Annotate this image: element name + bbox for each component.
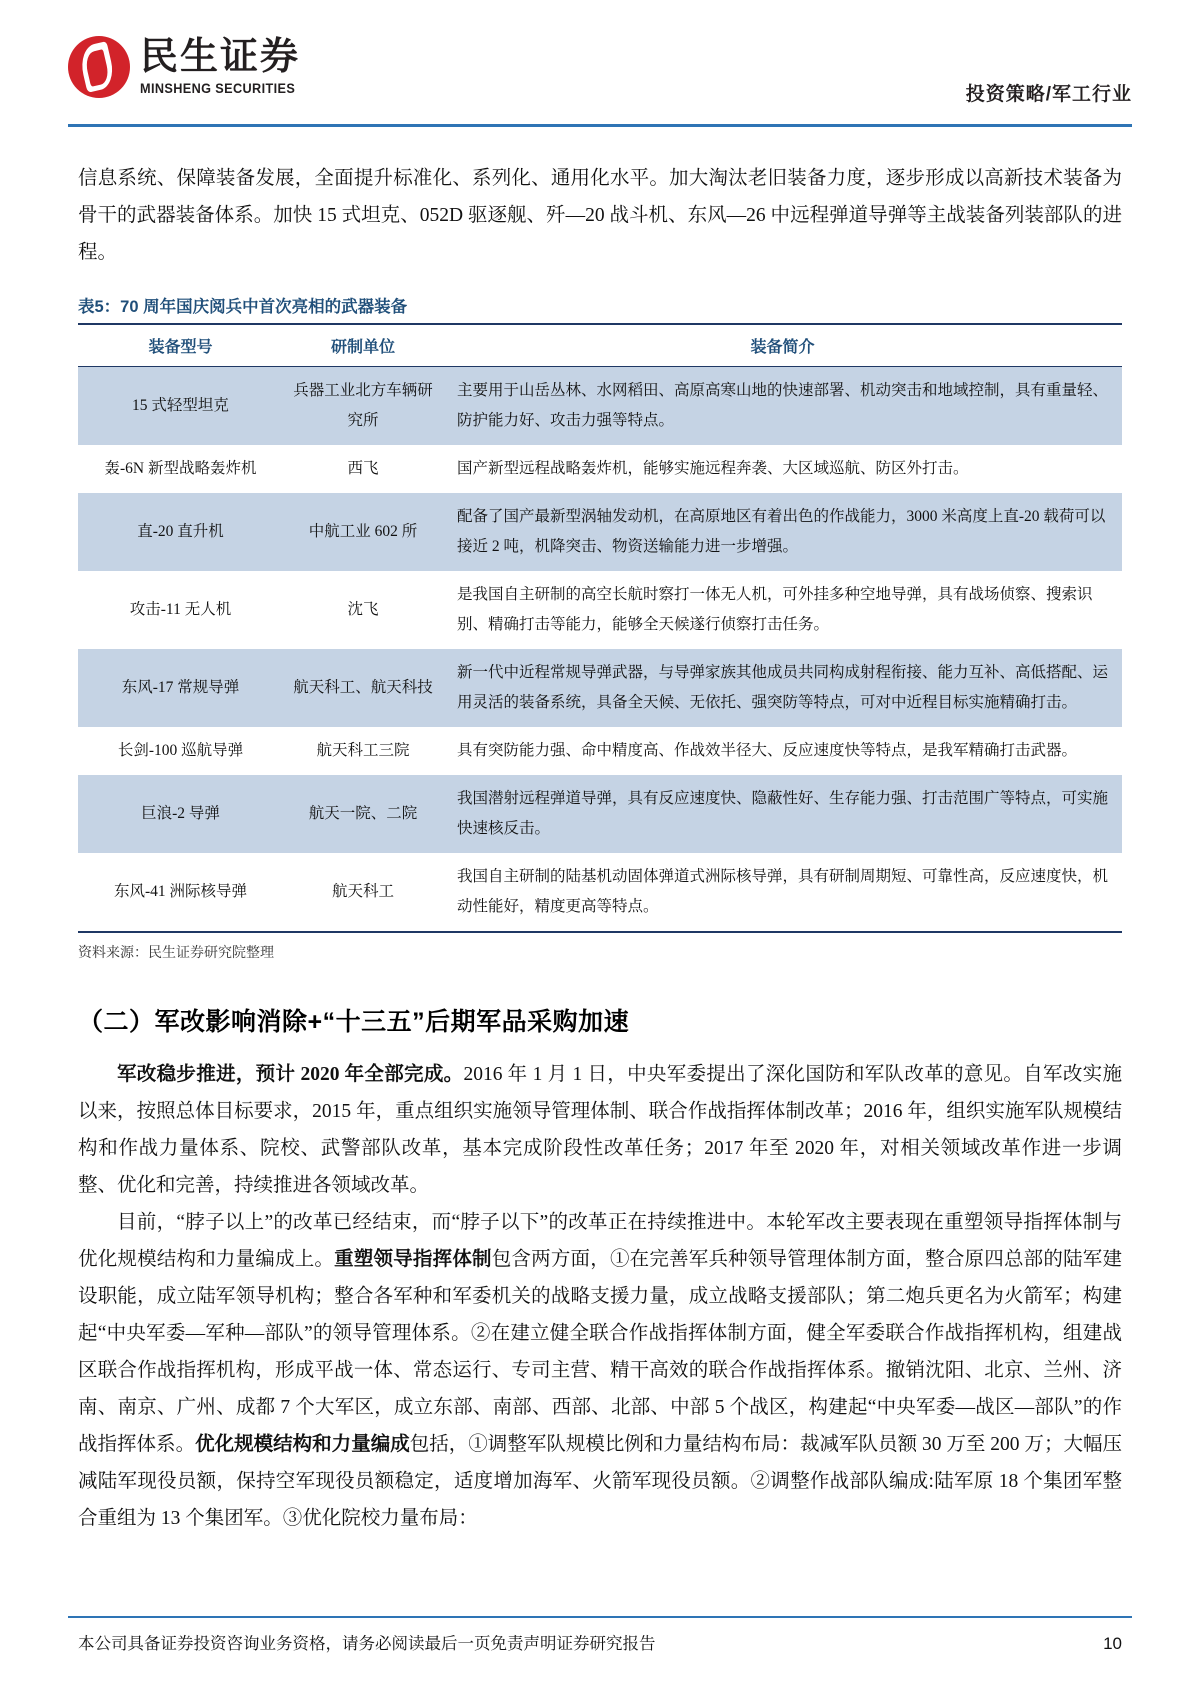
page-content [78, 160, 1122, 1537]
page-footer [78, 1630, 1122, 1654]
header-category-label: 投资策略/军工行业 [965, 84, 1132, 105]
logo-text-block [140, 38, 305, 96]
table-header-row [78, 324, 1122, 367]
paragraph-bold-leadership: 重塑领导指挥体制 [334, 1249, 492, 1270]
cell-desc: 主要用于山岳丛林、水网稻田、高原高寒山地的快速部署、机动突击和地域控制，具有重量轻、防护能力好、攻击力强等特点。 [443, 367, 1122, 446]
cell-model: 东风-17 常规导弹 [78, 649, 283, 727]
paragraph-segment-b: 包含两方面，①在完善军兵种领导管理体制方面，整合原四总部的陆军建设职能，成立陆军领导机构；整合各军种和军委机关的战略支援力量，成立战略支援部队；第二炮兵更名为火箭军；构建起“中央军委—军种—部队”的领导管理体系。②在建立健全联合作战指挥体制方面，健全军委联合作战指挥机构，组建战区联合作战指挥机构，形成平战一体、常态运行、专司主营、精干高效的联合作战指挥体系。撤销沈阳、北京、兰州、济南、南京、广州、成都 7 个大军区，成立东部、南部、西部、北部、中部 5 个战区，构建起“中央军委—战区—部队”的作战指挥体系。 [78, 1249, 1122, 1455]
cell-model: 轰-6N 新型战略轰炸机 [104, 460, 257, 477]
paragraph-reform-detail [78, 1204, 1122, 1537]
column-header-desc: 装备简介 [443, 324, 1122, 367]
table-row [78, 493, 1122, 571]
weapons-table [78, 323, 1122, 933]
column-header-unit: 研制单位 [283, 324, 443, 367]
section-heading: （二）军改影响消除+“十三五”后期军品采购加速 [78, 1008, 630, 1036]
cell-unit: 航天科工三院 [316, 742, 410, 759]
minsheng-logo-icon [68, 36, 130, 98]
cell-model: 攻击-11 无人机 [129, 601, 232, 618]
cell-unit: 航天科工、航天科技 [283, 649, 443, 727]
company-logo [68, 36, 305, 98]
cell-unit: 沈飞 [347, 601, 379, 618]
cell-model: 东风-41 洲际核导弹 [78, 853, 283, 932]
cell-model: 直-20 直升机 [78, 493, 283, 571]
cell-desc: 国产新型远程战略轰炸机，能够实施远程奔袭、大区域巡航、防区外打击。 [457, 460, 969, 477]
paragraph-lead-bold: 军改稳步推进，预计 2020 年全部完成。 [117, 1064, 464, 1085]
paragraph-segment-c: 包括，①调整军队规模比例和力量结构布局：裁减军队员额 30 万至 200 万；大幅压减陆军现役员额，保持空军现役员额稳定，适度增加海军、火箭军现役员额。②调整作战部队编成:陆军原 18 个集团军整合重组为 13 个集团军。③优化院校力量布局： [78, 1434, 1122, 1529]
header-divider [68, 124, 1132, 127]
cell-unit: 兵器工业北方车辆研究所 [283, 367, 443, 446]
table-row [78, 445, 1122, 493]
footer-disclaimer: 本公司具备证券投资咨询业务资格，请务必阅读最后一页免责声明证券研究报告 [78, 1635, 656, 1653]
footer-divider [68, 1616, 1132, 1618]
paragraph-bold-optimization: 优化规模结构和力量编成 [195, 1434, 410, 1455]
table-caption: 表5：70 周年国庆阅兵中首次亮相的武器装备 [78, 298, 408, 316]
logo-english-name: MINSHENG SECURITIES [140, 81, 296, 97]
logo-chinese-name: 民生证券 [140, 36, 301, 79]
intro-paragraph: 信息系统、保障装备发展，全面提升标准化、系列化、通用化水平。加大淘汰老旧装备力度，逐步形成以高新技术装备为骨干的武器装备体系。加快 15 式坦克、052D 驱逐舰、歼—20 战斗机、东风—26 中远程弹道导弹等主战装备列装部队的进程。 [78, 168, 1122, 263]
page-header [68, 36, 1132, 124]
table-row [78, 727, 1122, 775]
cell-desc: 我国潜射远程弹道导弹，具有反应速度快、隐蔽性好、生存能力强、打击范围广等特点，可实施快速核反击。 [443, 775, 1122, 853]
cell-desc: 具有突防能力强、命中精度高、作战效半径大、反应速度快等特点，是我军精确打击武器。 [457, 742, 1078, 759]
table-row [78, 571, 1122, 649]
footer-page-number: 10 [1103, 1634, 1122, 1653]
cell-model: 15 式轻型坦克 [78, 367, 283, 446]
cell-unit: 航天一院、二院 [283, 775, 443, 853]
column-header-model: 装备型号 [78, 324, 283, 367]
paragraph-segment-a: 目前，“脖子以上”的改革已经结束，而“脖子以下”的改革正在持续推进中。本轮军改主要表现在重塑领导指挥体制与优化规模结构和力量编成上。 [78, 1212, 1122, 1270]
spacer [78, 1038, 1122, 1056]
cell-unit: 西飞 [347, 460, 379, 477]
cell-desc: 新一代中近程常规导弹武器，与导弹家族其他成员共同构成射程衔接、能力互补、高低搭配、运用灵活的装备系统，具备全天候、无依托、强突防等特点，可对中近程目标实施精确打击。 [443, 649, 1122, 727]
cell-unit: 航天科工 [283, 853, 443, 932]
table-row [78, 649, 1122, 727]
paragraph-body-text: 2016 年 1 月 1 日，中央军委提出了深化国防和军队改革的意见。自军改实施以来，按照总体目标要求，2015 年，重点组织实施领导管理体制、联合作战指挥体制改革；2016 年，组织实施军队规模结构和作战力量体系、院校、武警部队改革，基本完成阶段性改革任务；2017 年至 2020 年，对相关领域改革作进一步调整、优化和完善，持续推进各领域改革。 [78, 1064, 1122, 1196]
paragraph-military-reform [78, 1056, 1122, 1204]
table-row [78, 367, 1122, 446]
cell-desc: 配备了国产最新型涡轴发动机，在高原地区有着出色的作战能力，3000 米高度上直-20 载荷可以接近 2 吨，机降突击、物资送输能力进一步增强。 [443, 493, 1122, 571]
table-row [78, 775, 1122, 853]
cell-unit: 中航工业 602 所 [283, 493, 443, 571]
cell-desc: 是我国自主研制的高空长航时察打一体无人机，可外挂多种空地导弹，具有战场侦察、搜索识别、精确打击等能力，能够全天候遂行侦察打击任务。 [457, 586, 1093, 633]
cell-model: 巨浪-2 导弹 [78, 775, 283, 853]
table-row [78, 853, 1122, 932]
table-source-note: 资料来源：民生证券研究院整理 [78, 944, 274, 960]
cell-desc: 我国自主研制的陆基机动固体弹道式洲际核导弹，具有研制周期短、可靠性高，反应速度快，机动性能好，精度更高等特点。 [443, 853, 1122, 932]
cell-model: 长剑-100 巡航导弹 [117, 742, 244, 759]
table-block [78, 293, 1122, 962]
